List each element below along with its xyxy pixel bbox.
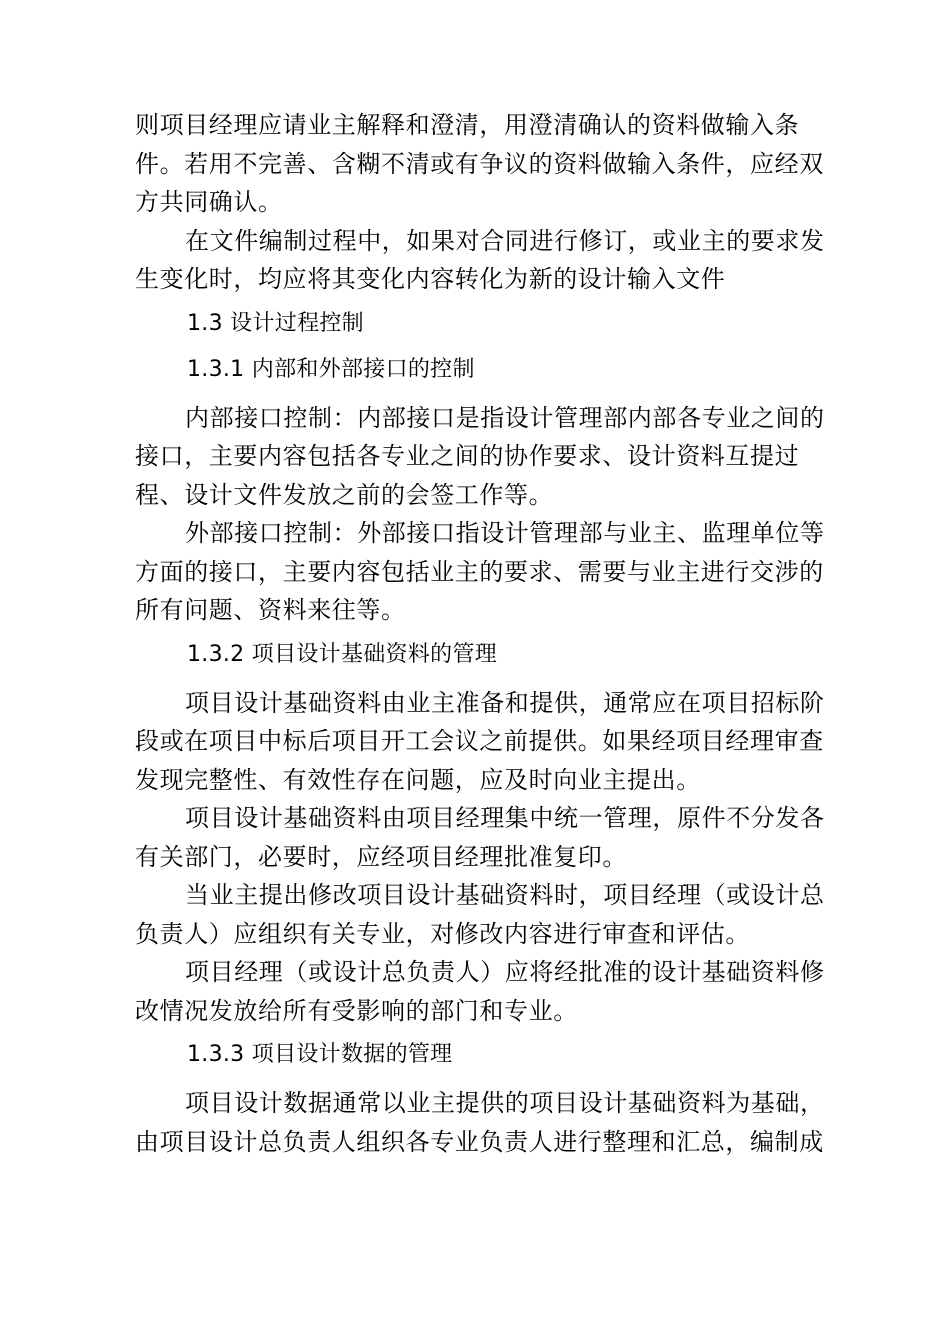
section-heading-1-3-2: 1.3.2 项目设计基础资料的管理	[187, 641, 498, 667]
paragraph-contract-revision: 在文件编制过程中，如果对合同进行修订，或业主的要求发生变化时，均应将其变化内容转化为新的设计输入文件	[135, 226, 825, 293]
paragraph-basic-data-modification: 当业主提出修改项目设计基础资料时，项目经理（或设计总负责人）应组织有关专业，对修改内容进行审查和评估。	[135, 881, 825, 948]
paragraph-basic-data-provision: 项目设计基础资料由业主准备和提供，通常应在项目招标阶段或在项目中标后项目开工会议之前提供。如果经项目经理审查发现完整性、有效性存在问题，应及时向业主提出。	[135, 688, 825, 794]
section-heading-1-3: 1.3 设计过程控制	[187, 310, 364, 336]
paragraph-input-clarification: 则项目经理应请业主解释和澄清，用澄清确认的资料做输入条件。若用不完善、含糊不清或有争议的资料做输入条件，应经双方共同确认。	[135, 111, 824, 216]
document-body	[135, 106, 825, 1161]
section-heading-1-3-3: 1.3.3 项目设计数据的管理	[187, 1042, 453, 1067]
section-heading-1-3-1: 1.3.1 内部和外部接口的控制	[187, 356, 475, 382]
paragraph-basic-data-management: 项目设计基础资料由项目经理集中统一管理，原件不分发各有关部门，必要时，应经项目经理批准复印。	[135, 804, 825, 871]
paragraph-design-data: 项目设计数据通常以业主提供的项目设计基础资料为基础，由项目设计总负责人组织各专业负责人进行整理和汇总，编制成	[135, 1089, 825, 1156]
paragraph-internal-interface: 内部接口控制：内部接口是指设计管理部内部各专业之间的接口，主要内容包括各专业之间的协作要求、设计资料互提过程、设计文件发放之前的会签工作等。	[135, 403, 825, 509]
paragraph-basic-data-distribution: 项目经理（或设计总负责人）应将经批准的设计基础资料修改情况发放给所有受影响的部门和专业。	[135, 958, 825, 1025]
paragraph-external-interface: 外部接口控制：外部接口指设计管理部与业主、监理单位等方面的接口，主要内容包括业主的要求、需要与业主进行交涉的所有问题、资料来往等。	[135, 519, 825, 624]
